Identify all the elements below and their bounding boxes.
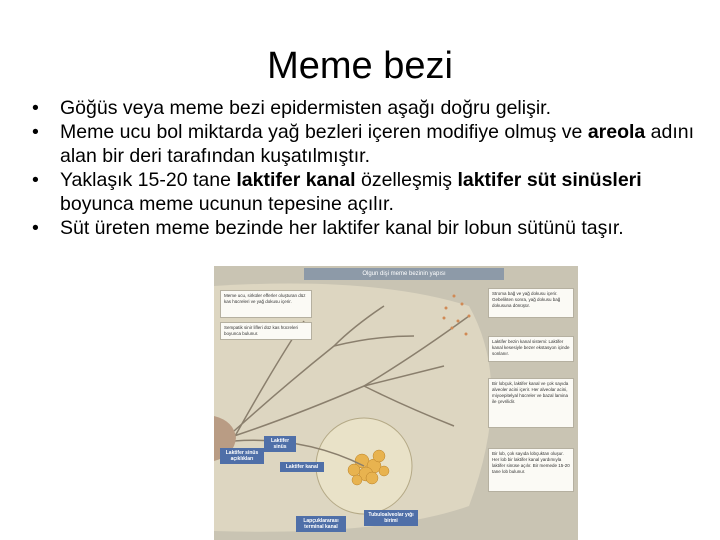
bullet-bold-text: areola	[587, 121, 646, 143]
info-box: Sempatik sinir lifleri düz kas hücreleri boyunca bulunur.	[220, 322, 312, 340]
bullet-text: Meme ucu bol miktarda yağ bezleri içeren modifiye olmuş ve	[60, 121, 588, 143]
label-laktifer-sinus-aciklik: Laktifer sinüs açıklıkları	[220, 448, 264, 464]
bullet-text: adını alan bir deri tarafından kuşatılmıştır.	[60, 121, 695, 167]
info-box: Bir lob, çok sayıda lobçuktan oluşur. Her lob bir laktifer kanal yardımıyla laktifer sinüse açılır. Bir memede 15-20 tane lob bulunur.	[488, 448, 574, 492]
bullet-bold-text: laktifer kanal	[236, 169, 356, 191]
bullet-bold-text: laktifer süt sinüsleri	[457, 169, 642, 191]
label-laktifer-sinus: Laktifer sinüs	[264, 436, 296, 452]
bullet-item	[30, 96, 700, 120]
bullet-item	[30, 120, 700, 168]
label-laktifer-kanal: Laktifer kanal	[280, 462, 324, 472]
slide-title: Meme bezi	[267, 45, 453, 87]
info-box: Meme ucu, sirküler efferler oluşturan düz kas hücreleri ve yağ dokusu içerir.	[220, 290, 312, 318]
bullet-list	[30, 96, 700, 240]
label-tubuloalveolar: Tubuloalveolar yığı birimi	[364, 510, 418, 526]
info-box: Laktifer bezin kanal sistemi: Laktifer kanal kesesiyle bezer ekstasyon içinde sonlanır.	[488, 336, 574, 362]
bullet-item	[30, 216, 700, 240]
bullet-text: Göğüs veya meme bezi epidermisten aşağı doğru gelişir.	[60, 97, 552, 119]
bullet-text: Süt üreten meme bezinde her laktifer kanal bir lobun sütünü taşır.	[60, 217, 624, 239]
figure-header: Olgun dişi meme bezinin yapısı	[304, 268, 504, 280]
bullet-item	[30, 168, 700, 216]
bullet-text: boyunca meme ucunun tepesine açılır.	[60, 193, 394, 215]
mammary-gland-figure	[214, 266, 578, 540]
bullet-text: Yaklaşık 15-20 tane	[60, 169, 237, 191]
label-lapcuk: Lapçuklararası terminal kanal	[296, 516, 346, 532]
info-box: Bir lobçuk, laktifer kanal ve çok sayıda alveoler acini içerir. Her alveolar acini, miyoepitelyal hücreler ve bazal lamina ile çevrilidir.	[488, 378, 574, 428]
bullet-text: özelleşmiş	[355, 169, 458, 191]
info-box: Stroma bağ ve yağ dokusu içerir. Gebelikten sonra, yağ dokusu bağ dokusuna dönüşür.	[488, 288, 574, 318]
